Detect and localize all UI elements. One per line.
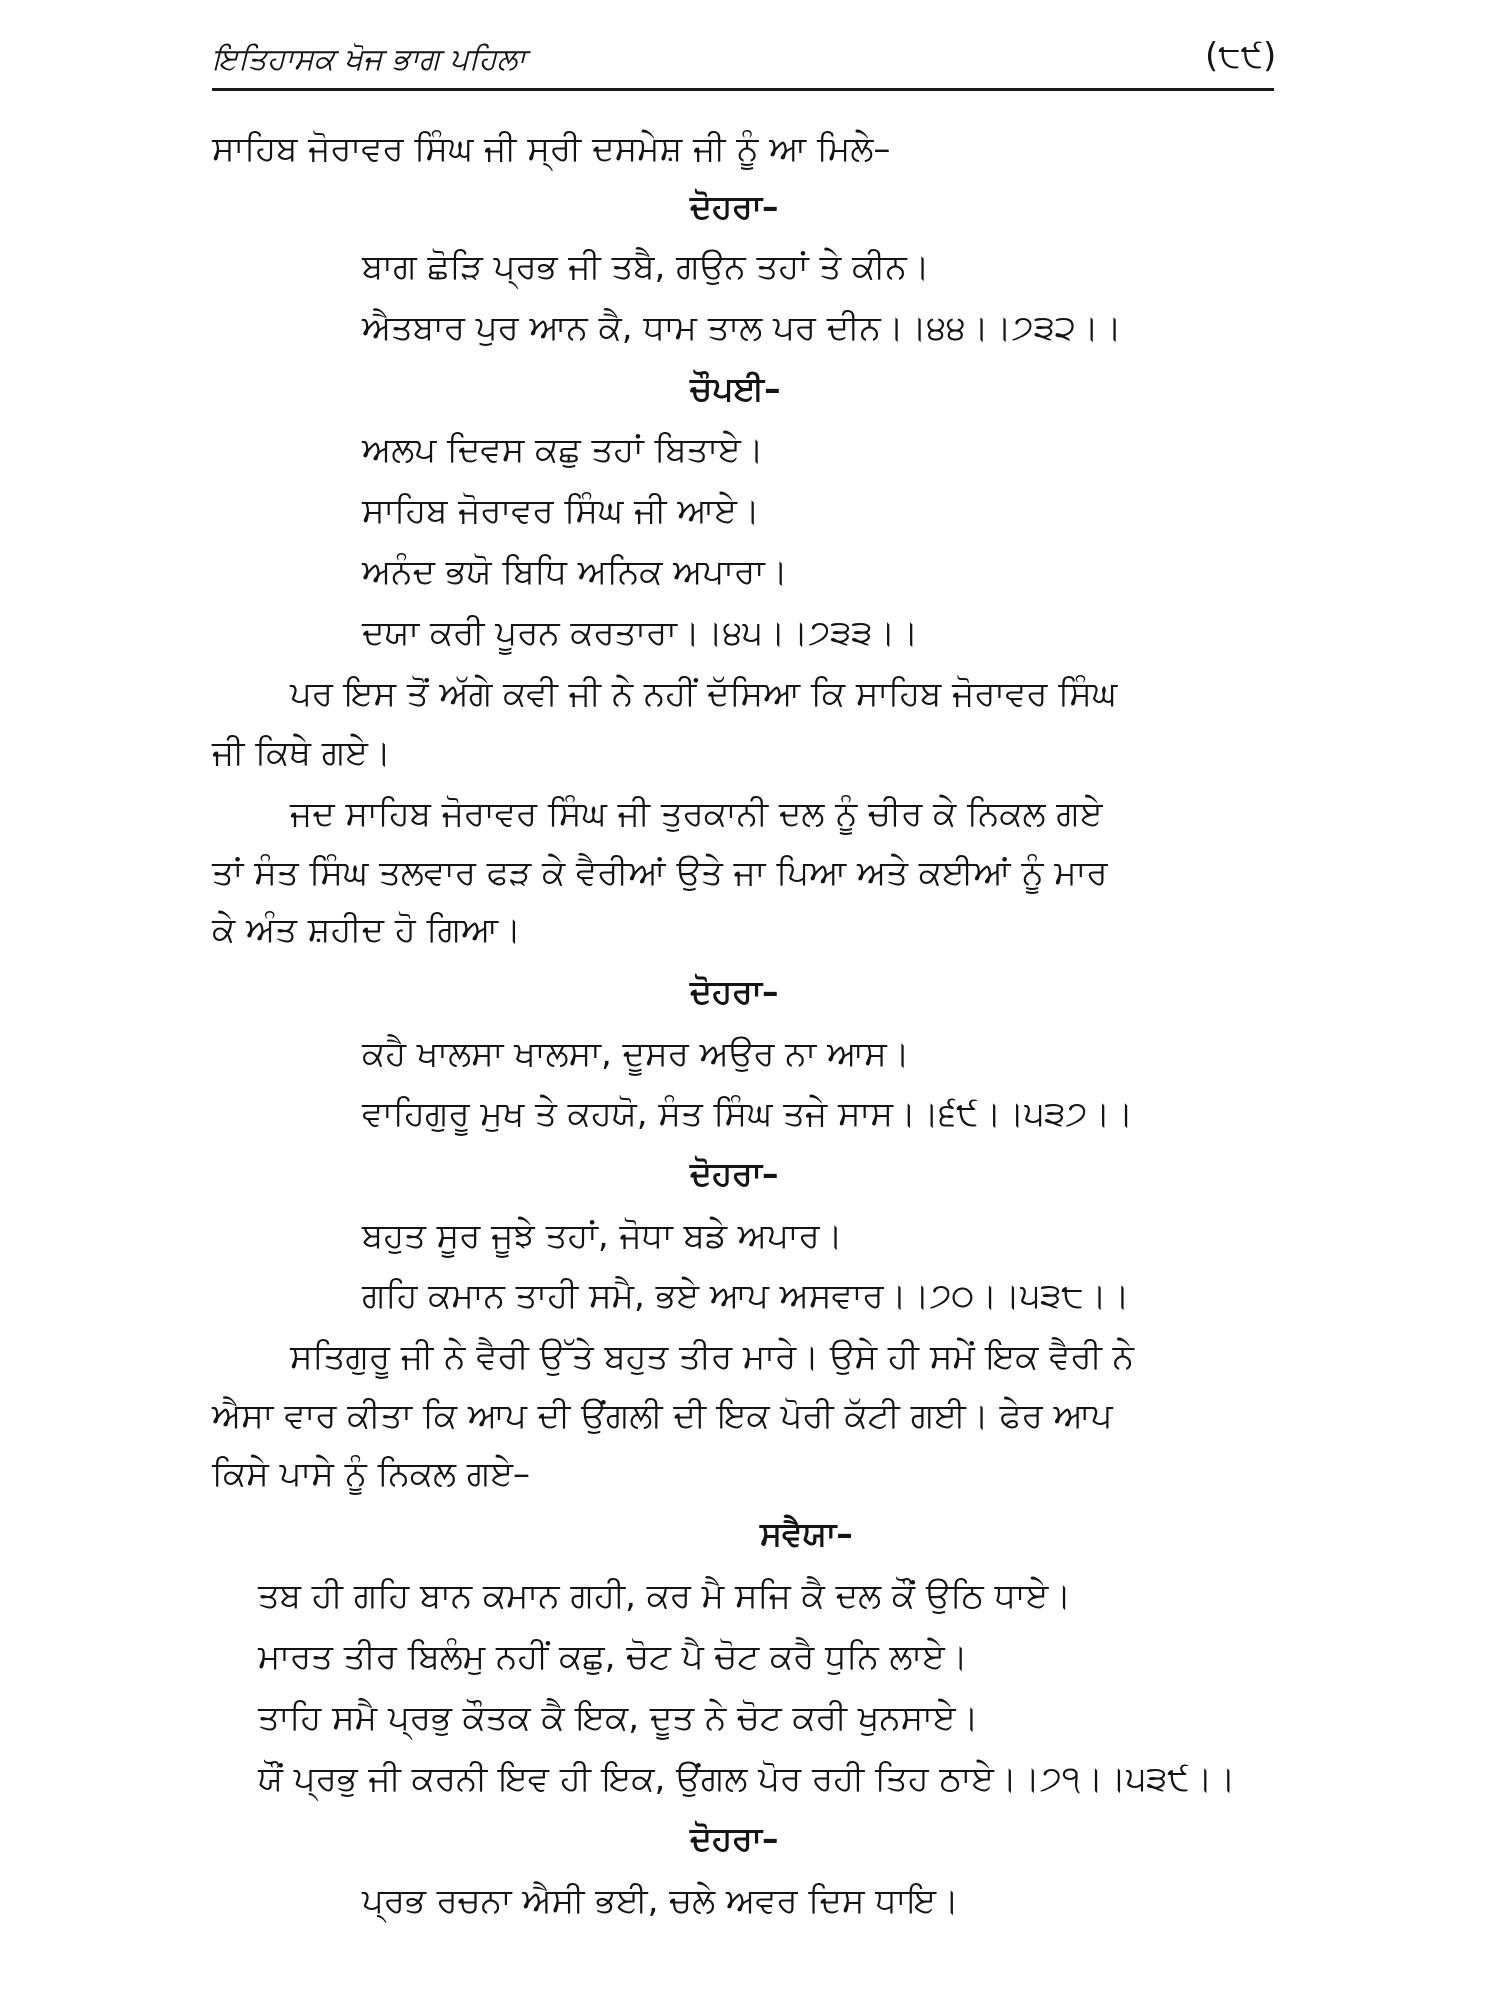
verse-line: ਮਾਰਤ ਤੀਰ ਬਿਲੰਮੁ ਨਹੀਂ ਕਛੁ, ਚੋਟ ਪੈ ਚੋਟ ਕਰੈ ਧੁਨਿ ਲਾਏ। (258, 1637, 968, 1677)
running-title: ਇਤਿਹਾਸਕ ਖੋਜ ਭਾਗ ਪਹਿਲਾ (212, 42, 526, 77)
prose-line: ਕਿਸੇ ਪਾਸੇ ਨੂੰ ਨਿਕਲ ਗਏ– (212, 1454, 531, 1494)
verse-line: ਬਾਗ ਛੋੜਿ ਪ੍ਰਭ ਜੀ ਤਬੈ, ਗਉਨ ਤਹਾਂ ਤੇ ਕੀਨ। (362, 247, 930, 287)
prose-line: ਸਤਿਗੁਰੂ ਜੀ ਨੇ ਵੈਰੀ ਉੱਤੇ ਬਹੁਤ ਤੀਰ ਮਾਰੇ। ਉਸੇ ਹੀ ਸਮੇਂ ਇਕ ਵੈਰੀ ਨੇ (290, 1337, 1134, 1377)
prose-line: ਕੇ ਅੰਤ ਸ਼ਹੀਦ ਹੋ ਗਿਆ। (212, 910, 522, 950)
section-heading-chaupai: ਚੌਪਈ– (690, 369, 781, 408)
prose-line: ਪਰ ਇਸ ਤੋਂ ਅੱਗੇ ਕਵੀ ਜੀ ਨੇ ਨਹੀਂ ਦੱਸਿਆ ਕਿ ਸਾਹਿਬ ਜੋਰਾਵਰ ਸਿੰਘ (290, 674, 1118, 714)
section-heading-dohra: ਦੋਹਰਾ– (690, 1819, 779, 1858)
verse-line: ਐਤਬਾਰ ਪੁਰ ਆਨ ਕੈ, ਧਾਮ ਤਾਲ ਪਰ ਦੀਨ।।੪੪।।੭੩੨।। (362, 308, 1122, 348)
prose-line: ਜਦ ਸਾਹਿਬ ਜੋਰਾਵਰ ਸਿੰਘ ਜੀ ਤੁਰਕਾਨੀ ਦਲ ਨੂੰ ਚੀਰ ਕੇ ਨਿਕਲ ਗਏ (290, 794, 1103, 834)
verse-line: ਅਨੰਦ ਭਯੋ ਬਿਧਿ ਅਨਿਕ ਅਪਾਰਾ। (362, 552, 788, 592)
verse-line: ਤਬ ਹੀ ਗਹਿ ਬਾਨ ਕਮਾਨ ਗਹੀ, ਕਰ ਮੈ ਸਜਿ ਕੈ ਦਲ ਕੌਂ ਉਠਿ ਧਾਏ। (258, 1576, 1072, 1616)
verse-line: ਕਹੈ ਖਾਲਸਾ ਖਾਲਸਾ, ਦੂਸਰ ਅਉਰ ਨਾ ਆਸ। (362, 1034, 910, 1074)
prose-line: ਸਾਹਿਬ ਜੋਰਾਵਰ ਸਿੰਘ ਜੀ ਸ੍ਰੀ ਦਸਮੇਸ਼ ਜੀ ਨੂੰ ਆ ਮਿਲੇ– (212, 129, 891, 169)
prose-line: ਤਾਂ ਸੰਤ ਸਿੰਘ ਤਲਵਾਰ ਫੜ ਕੇ ਵੈਰੀਆਂ ਉਤੇ ਜਾ ਪਿਆ ਅਤੇ ਕਈਆਂ ਨੂੰ ਮਾਰ (212, 853, 1108, 893)
prose-line: ਐਸਾ ਵਾਰ ਕੀਤਾ ਕਿ ਆਪ ਦੀ ਉਂਗਲੀ ਦੀ ਇਕ ਪੋਰੀ ਕੱਟੀ ਗਈ। ਫੇਰ ਆਪ (212, 1396, 1113, 1436)
section-heading-dohra: ਦੋਹਰਾ– (690, 187, 779, 226)
section-heading-dohra: ਦੋਹਰਾ– (690, 1154, 779, 1193)
page-number: (੮੯) (1205, 36, 1277, 76)
section-heading-dohra: ਦੋਹਰਾ– (690, 972, 779, 1011)
verse-line: ਵਾਹਿਗੁਰੂ ਮੁਖ ਤੇ ਕਹਯੋ, ਸੰਤ ਸਿੰਘ ਤਜੇ ਸਾਸ।।੬੯।।੫੩੭।। (362, 1094, 1134, 1134)
prose-line: ਜੀ ਕਿਥੇ ਗਏ। (212, 733, 391, 773)
verse-line: ਤਾਹਿ ਸਮੈ ਪ੍ਰਭੁ ਕੌਤਕ ਕੈ ਇਕ, ਦੂਤ ਨੇ ਚੋਟ ਕਰੀ ਖੁਨਸਾਏ। (258, 1698, 979, 1738)
verse-line: ਯੌਂ ਪ੍ਰਭੁ ਜੀ ਕਰਨੀ ਇਵ ਹੀ ਇਕ, ਉਂਗਲ ਪੋਰ ਰਹੀ ਤਿਹ ਠਾਏ।।੭੧।।੫੩੯।। (258, 1759, 1236, 1799)
section-heading-savaiya: ਸਵੈਯਾ– (760, 1514, 853, 1553)
verse-line: ਦਯਾ ਕਰੀ ਪੂਰਨ ਕਰਤਾਰਾ।।੪੫।।੭੩੩।। (362, 613, 919, 653)
verse-line: ਅਲਪ ਦਿਵਸ ਕਛੁ ਤਹਾਂ ਬਿਤਾਏ। (362, 430, 764, 470)
header-rule (212, 88, 1274, 91)
verse-line: ਬਹੁਤ ਸੂਰ ਜੂਝੇ ਤਹਾਂ, ਜੋਧਾ ਬਡੇ ਅਪਾਰ। (362, 1216, 843, 1256)
verse-line: ਗਹਿ ਕਮਾਨ ਤਾਹੀ ਸਮੈ, ਭਏ ਆਪ ਅਸਵਾਰ।।੭੦।।੫੩੮।। (362, 1276, 1130, 1316)
verse-line: ਪ੍ਰਭ ਰਚਨਾ ਐਸੀ ਭਈ, ਚਲੇ ਅਵਰ ਦਿਸ ਧਾਇ। (362, 1881, 959, 1921)
verse-line: ਸਾਹਿਬ ਜੋਰਾਵਰ ਸਿੰਘ ਜੀ ਆਏ। (362, 491, 760, 531)
